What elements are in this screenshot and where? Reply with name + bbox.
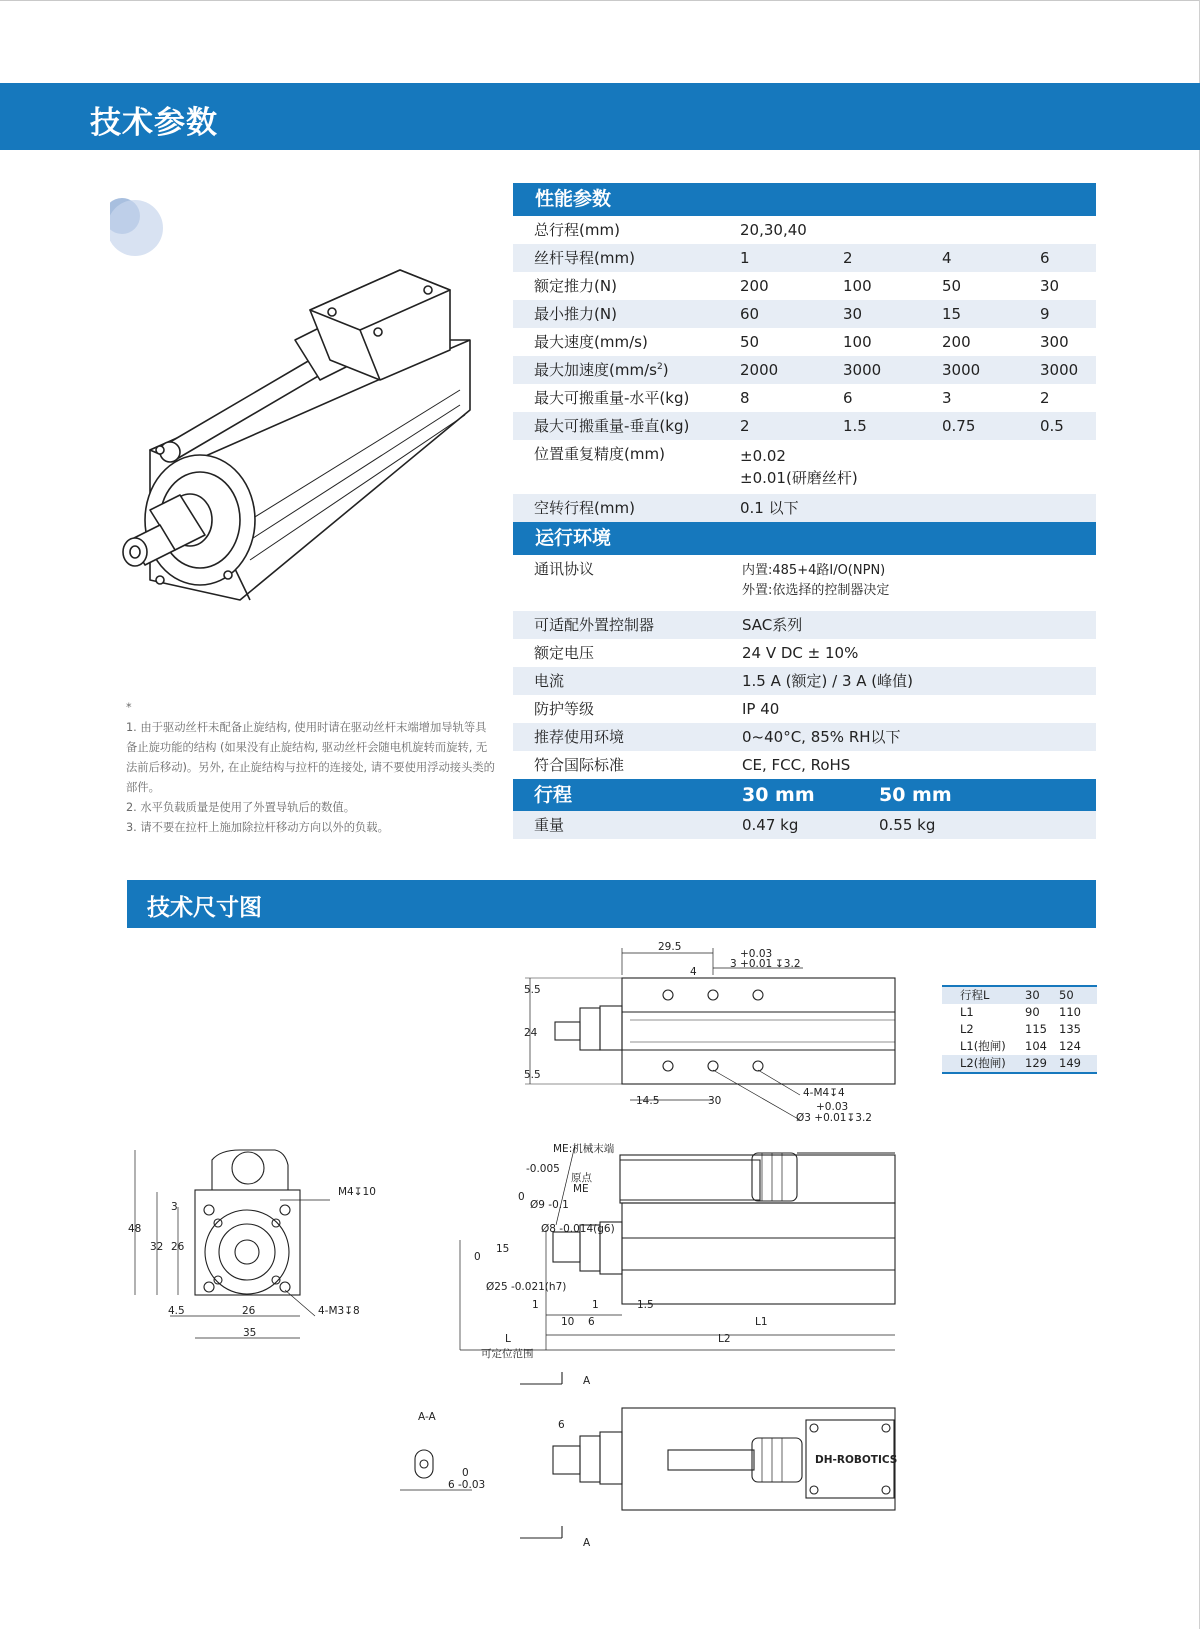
- dim-label: 35: [243, 1327, 257, 1339]
- dim-label: A: [583, 1375, 591, 1387]
- table-row: L1 90 110: [960, 1005, 1081, 1019]
- table-row: L1(抱闸) 104 124: [960, 1039, 1081, 1053]
- cell: CE, FCC, RoHS: [742, 756, 851, 774]
- page-title: 技术参数: [90, 105, 218, 141]
- cell: 300: [1040, 333, 1069, 351]
- dim-label: ME: [573, 1183, 589, 1195]
- table-row: 行程L 30 50: [942, 987, 1097, 1004]
- stroke-50: 50 mm: [879, 784, 952, 806]
- row-label: 可适配外置控制器: [534, 616, 655, 634]
- cell: ±0.02 ±0.01(研磨丝杆): [740, 447, 858, 487]
- row-label: 最大可搬重量-垂直(kg): [534, 417, 690, 435]
- cell: 30: [1040, 277, 1060, 295]
- dim-label: 4-M3↧8: [318, 1305, 360, 1317]
- brand-label: DH-ROBOTICS: [815, 1454, 898, 1466]
- cell: 6: [843, 389, 853, 407]
- dim-label: 6: [558, 1419, 565, 1431]
- dim-label: L2: [718, 1333, 731, 1345]
- dim-label: Ø25 -0.021(h7): [486, 1281, 567, 1293]
- dim-label: 26: [242, 1305, 256, 1317]
- dim-label: 4: [690, 966, 697, 978]
- row-label: 丝杆导程(mm): [534, 249, 635, 267]
- dims-title: 技术尺寸图: [147, 895, 262, 921]
- dim-label: 30: [708, 1095, 722, 1107]
- dim-label: 4.5: [168, 1305, 185, 1317]
- row-label: 最大速度(mm/s): [534, 333, 648, 351]
- row-label: 推荐使用环境: [534, 728, 625, 746]
- cell: 8: [740, 389, 750, 407]
- cell: 3000: [942, 361, 981, 379]
- dim-label: +0.03: [740, 948, 773, 960]
- cell: 2000: [740, 361, 779, 379]
- note-2: 2. 水平负载质量是使用了外置导轨后的数值。: [126, 801, 356, 814]
- cell: 0~40°C, 85% RH以下: [742, 728, 901, 746]
- dim-label: 可定位范围: [481, 1348, 534, 1360]
- cell: 0.47 kg: [742, 816, 799, 834]
- cell: 3: [942, 389, 952, 407]
- dim-label: ME:机械末端: [553, 1143, 615, 1155]
- stroke-30: 30 mm: [742, 784, 815, 806]
- stroke-length-table: [942, 985, 1097, 1074]
- dim-label: 5.5: [524, 1069, 541, 1081]
- cell: 20,30,40: [740, 221, 807, 239]
- cell: 内置:485+4路I/O(NPN) 外置:依选择的控制器决定: [742, 563, 890, 598]
- cell: 0.55 kg: [879, 816, 936, 834]
- dim-label: A-A: [418, 1411, 436, 1423]
- cell: 1.5: [843, 417, 867, 435]
- note-star: *: [126, 701, 132, 714]
- cell: 3000: [1040, 361, 1079, 379]
- dim-label: 0: [474, 1251, 481, 1263]
- dim-label: 原点: [571, 1172, 592, 1184]
- dim-label: A: [583, 1537, 591, 1549]
- dim-label: 6: [588, 1316, 595, 1328]
- row-label: 最小推力(N): [534, 305, 617, 323]
- cell: SAC系列: [742, 616, 803, 634]
- dim-label: 15: [496, 1243, 510, 1255]
- dim-label: 0: [462, 1467, 469, 1479]
- cell: 2: [1040, 389, 1050, 407]
- dim-label: 48: [128, 1223, 142, 1235]
- cell: 30: [843, 305, 863, 323]
- row-label: 电流: [534, 672, 565, 690]
- row-label: 最大加速度$(mm/s^2)$: [534, 361, 669, 379]
- dim-label: Ø9 -0.1: [530, 1199, 569, 1211]
- row-label: 防护等级: [534, 700, 595, 718]
- cell: 1: [740, 249, 750, 267]
- dim-label: 32: [150, 1241, 164, 1253]
- dim-label: -0.005: [526, 1163, 560, 1175]
- row-label: 重量: [534, 816, 565, 834]
- cell: 200: [942, 333, 971, 351]
- env-heading: 运行环境: [513, 522, 1096, 555]
- cell: 60: [740, 305, 760, 323]
- dim-label: 14.5: [636, 1095, 660, 1107]
- cell: 50: [740, 333, 760, 351]
- row-label: 额定推力(N): [534, 277, 617, 295]
- stroke-label: 行程: [534, 784, 573, 806]
- row-label: 空转行程(mm): [534, 499, 635, 517]
- cell: IP 40: [742, 700, 780, 718]
- cell: 9: [1040, 305, 1050, 323]
- cell: 24 V DC ± 10%: [742, 644, 859, 662]
- dim-label: 4-M4↧4: [803, 1087, 845, 1099]
- dim-label: Ø3 +0.01↧3.2: [796, 1112, 872, 1124]
- cell: 2: [843, 249, 853, 267]
- dim-label: 1.5: [637, 1299, 654, 1311]
- dim-label: L1: [755, 1316, 768, 1328]
- cell: 0.75: [942, 417, 976, 435]
- table-row: L2(抱闸) 129 149: [942, 1055, 1097, 1072]
- row-label: 最大可搬重量-水平(kg): [534, 389, 690, 407]
- dim-label: 6 -0.03: [448, 1479, 486, 1491]
- row-label: 总行程(mm): [534, 221, 620, 239]
- cell: 100: [843, 277, 872, 295]
- dim-label: L: [505, 1333, 511, 1345]
- row-label: 符合国际标准: [534, 756, 625, 774]
- dim-label: 29.5: [658, 941, 682, 953]
- dim-label: 24: [524, 1027, 538, 1039]
- cell: 50: [942, 277, 962, 295]
- cell: 100: [843, 333, 872, 351]
- dim-label: 1: [532, 1299, 539, 1311]
- dim-label: 3 +0.01: [730, 958, 773, 970]
- dim-label: ↧3.2: [775, 958, 801, 970]
- row-label: 通讯协议: [534, 560, 595, 578]
- cell: 3000: [843, 361, 882, 379]
- cell: 15: [942, 305, 962, 323]
- note-3: 3. 请不要在拉杆上施加除拉杆移动方向以外的负载。: [126, 821, 389, 834]
- cell: 2: [740, 417, 750, 435]
- dim-label: 10: [561, 1316, 575, 1328]
- cell: 6: [1040, 249, 1050, 267]
- cell: 1.5 A (额定) / 3 A (峰值): [742, 672, 913, 690]
- dim-label: 3: [171, 1201, 178, 1213]
- dim-label: 0: [518, 1191, 525, 1203]
- note-1: 1. 由于驱动丝杆未配备止旋结构, 使用时请在驱动丝杆末端增加导轨等具备止旋功能的结构 (如果没有止旋结构, 驱动丝杆会随电机旋转而旋转, 无法前后移动)。另外, 在止旋结构与拉杆的连接处, 请不要使用浮动接头类的部件。: [126, 721, 495, 794]
- cell: 200: [740, 277, 769, 295]
- cell: 0.5: [1040, 417, 1064, 435]
- table-row: L2 115 135: [960, 1022, 1081, 1036]
- row-label: 位置重复精度(mm): [534, 445, 665, 463]
- dim-label: Ø8 -0.014(g6): [541, 1223, 615, 1235]
- dim-label: 1: [592, 1299, 599, 1311]
- dim-label: 26: [171, 1241, 185, 1253]
- cell: 4: [942, 249, 952, 267]
- dim-label: 5.5: [524, 984, 541, 996]
- cell: 0.1 以下: [740, 499, 799, 517]
- row-label: 额定电压: [534, 644, 595, 662]
- dim-label: M4↧10: [338, 1186, 376, 1198]
- dim-label: +0.03: [816, 1101, 849, 1113]
- perf-heading: 性能参数: [513, 183, 1096, 216]
